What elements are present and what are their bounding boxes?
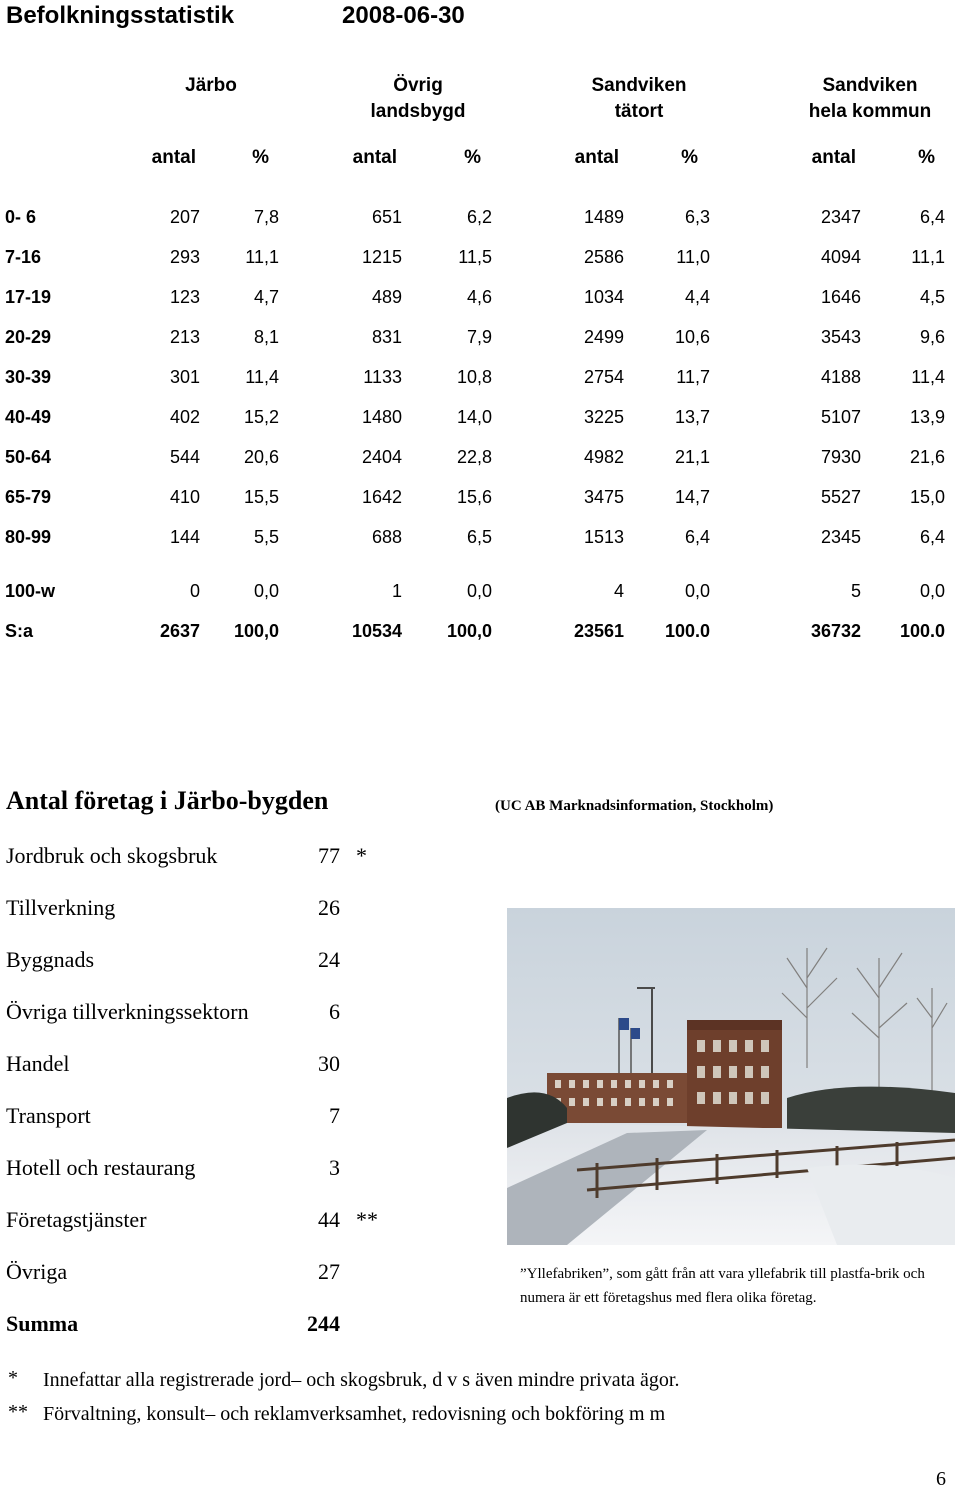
cell-antal: 0 (189, 581, 200, 601)
group-header-line: Sandviken (591, 75, 687, 96)
cell-antal: 3475 (583, 487, 624, 507)
cell-percent: 14,0 (456, 407, 492, 427)
cell-antal: 3225 (583, 407, 624, 427)
factory-photo (507, 908, 955, 1245)
company-count: 6 (329, 999, 340, 1024)
row-label: 0- 6 (5, 207, 37, 227)
table-row (0, 207, 960, 235)
table-row (0, 247, 960, 275)
cell-antal: 4 (613, 581, 624, 601)
cell-percent: 10,6 (674, 327, 710, 347)
cell-antal: 831 (371, 327, 402, 347)
row-label: 30-39 (5, 367, 52, 387)
company-count: 77 (318, 843, 340, 868)
company-category: Byggnads (6, 947, 94, 972)
cell-percent: 11,0 (676, 247, 710, 267)
cell-percent: 100.0 (664, 621, 710, 641)
companies-title: Antal företag i Järbo-bygden (6, 786, 329, 815)
cell-percent: 6,4 (684, 527, 710, 547)
cell-percent: 6,3 (684, 207, 710, 227)
cell-antal: 2499 (583, 327, 624, 347)
group-header-jarbo (161, 73, 261, 99)
group-header-line: tätort (614, 101, 664, 122)
cell-percent: 6,4 (919, 207, 945, 227)
cell-percent: 22,8 (456, 447, 492, 467)
table-row (0, 487, 960, 515)
cell-antal: 2586 (583, 247, 624, 267)
cell-antal: 2754 (583, 367, 624, 387)
cell-antal: 4188 (820, 367, 861, 387)
cell-antal: 1480 (361, 407, 402, 427)
table-row (0, 287, 960, 315)
row-label: 80-99 (5, 527, 52, 547)
cell-antal: 1489 (583, 207, 624, 227)
cell-percent: 15,5 (243, 487, 279, 507)
company-category: Transport (6, 1103, 91, 1128)
cell-percent: 100,0 (233, 621, 279, 641)
cell-antal: 5527 (820, 487, 861, 507)
cell-percent: 11,1 (911, 247, 945, 267)
footnote-marker: * (356, 843, 367, 868)
cell-antal: 1642 (361, 487, 402, 507)
footnote-text: Förvaltning, konsult– och reklamverksamhet, redovisning och bokföring m m (43, 1403, 666, 1425)
subheader-antal: antal (151, 147, 196, 168)
cell-percent: 0,0 (253, 581, 279, 601)
group-header-sandviken-tatort (574, 73, 704, 125)
cell-antal: 4094 (820, 247, 861, 267)
cell-antal: 301 (169, 367, 200, 387)
company-total-label: Summa (6, 1311, 79, 1336)
company-category: Tillverkning (6, 895, 116, 920)
cell-percent: 11,4 (245, 367, 279, 387)
cell-antal: 1133 (363, 367, 402, 387)
subheader-percent: % (681, 147, 698, 168)
cell-antal: 5 (850, 581, 861, 601)
cell-antal: 293 (169, 247, 200, 267)
row-label: 100-w (5, 581, 56, 601)
cell-percent: 6,2 (466, 207, 492, 227)
subheader-antal: antal (352, 147, 397, 168)
footnote-mark: * (8, 1367, 18, 1389)
cell-percent: 13,7 (674, 407, 710, 427)
company-category: Företagstjänster (6, 1207, 147, 1232)
subheader-percent: % (918, 147, 935, 168)
row-label: 50-64 (5, 447, 52, 467)
footnote-text: Innefattar alla registrerade jord– och skogsbruk, d v s även mindre privata ägor. (43, 1369, 680, 1391)
cell-percent: 7,8 (253, 207, 279, 227)
company-category: Övriga (6, 1259, 68, 1284)
cell-percent: 6,4 (919, 527, 945, 547)
page-title: Befolkningsstatistik (6, 2, 235, 29)
row-label: 65-79 (5, 487, 52, 507)
group-header-ovrig-landsbygd (353, 73, 483, 125)
cell-percent: 21,6 (909, 447, 945, 467)
cell-antal: 7930 (820, 447, 861, 467)
cell-percent: 15,2 (243, 407, 279, 427)
cell-percent: 4,7 (253, 287, 279, 307)
subheader-antal: antal (574, 147, 619, 168)
cell-antal: 123 (169, 287, 200, 307)
table-row (0, 367, 960, 395)
cell-percent: 15,0 (909, 487, 945, 507)
cell-antal: 688 (371, 527, 402, 547)
cell-percent: 15,6 (456, 487, 492, 507)
company-category: Jordbruk och skogsbruk (6, 843, 218, 868)
cell-percent: 10,8 (456, 367, 492, 387)
cell-percent: 100.0 (899, 621, 945, 641)
group-header-line: Sandviken (822, 75, 918, 96)
cell-antal: 36732 (810, 621, 861, 641)
cell-percent: 11,5 (458, 247, 492, 267)
company-count: 30 (318, 1051, 340, 1076)
cell-percent: 0,0 (919, 581, 945, 601)
company-category: Övriga tillverkningssektorn (6, 999, 249, 1024)
companies-source: (UC AB Marknadsinformation, Stockholm) (495, 798, 774, 814)
cell-percent: 14,7 (674, 487, 710, 507)
factory-photo-image (507, 908, 955, 1245)
cell-percent: 100,0 (446, 621, 492, 641)
cell-antal: 2404 (361, 447, 402, 467)
company-total-value: 244 (307, 1311, 340, 1336)
cell-antal: 1034 (583, 287, 624, 307)
row-label: S:a (5, 621, 34, 641)
company-count: 3 (329, 1155, 340, 1180)
company-count: 27 (318, 1259, 340, 1284)
group-header-line: hela kommun (808, 101, 932, 122)
group-header-line: Övrig (393, 75, 443, 96)
cell-antal: 402 (169, 407, 200, 427)
footnote-marker: ** (356, 1207, 378, 1232)
cell-percent: 11,1 (245, 247, 279, 267)
row-label: 17-19 (5, 287, 52, 307)
cell-antal: 144 (169, 527, 200, 547)
cell-antal: 207 (169, 207, 200, 227)
cell-antal: 2637 (159, 621, 200, 641)
cell-antal: 1215 (361, 247, 402, 267)
cell-antal: 2347 (820, 207, 861, 227)
cell-percent: 0,0 (466, 581, 492, 601)
cell-antal: 3543 (820, 327, 861, 347)
company-count: 7 (329, 1103, 340, 1128)
table-total-row (0, 621, 960, 649)
cell-antal: 2345 (820, 527, 861, 547)
table-row (0, 527, 960, 555)
cell-antal: 10534 (351, 621, 402, 641)
row-label: 7-16 (5, 247, 42, 267)
cell-percent: 6,5 (466, 527, 492, 547)
footnote-mark: ** (8, 1401, 28, 1423)
cell-percent: 11,7 (676, 367, 710, 387)
cell-percent: 4,6 (466, 287, 492, 307)
cell-antal: 5107 (820, 407, 861, 427)
cell-percent: 13,9 (909, 407, 945, 427)
subheader-antal: antal (811, 147, 856, 168)
company-category: Hotell och restaurang (6, 1155, 196, 1180)
company-count: 24 (318, 947, 340, 972)
cell-antal: 4982 (583, 447, 624, 467)
report-date: 2008-06-30 (342, 2, 465, 29)
cell-antal: 1 (391, 581, 402, 601)
cell-percent: 4,4 (684, 287, 710, 307)
company-count: 26 (318, 895, 340, 920)
group-header-sandviken-hela-kommun (795, 73, 945, 125)
cell-percent: 5,5 (253, 527, 279, 547)
table-row (0, 581, 960, 609)
cell-percent: 9,6 (919, 327, 945, 347)
cell-percent: 0,0 (684, 581, 710, 601)
subheader-percent: % (252, 147, 269, 168)
group-header-line: Järbo (185, 75, 237, 96)
cell-antal: 23561 (573, 621, 624, 641)
photo-caption: ”Yllefabriken”, som gått från att vara yllefabrik till plastfa-brik och numera är ett företagshus med flera olika företag. (520, 1266, 925, 1306)
cell-antal: 213 (169, 327, 200, 347)
cell-antal: 651 (371, 207, 402, 227)
cell-antal: 1646 (820, 287, 861, 307)
group-header-line: landsbygd (370, 101, 466, 122)
table-row (0, 407, 960, 435)
table-row (0, 327, 960, 355)
row-label: 40-49 (5, 407, 52, 427)
cell-percent: 4,5 (919, 287, 945, 307)
cell-antal: 489 (371, 287, 402, 307)
subheader-percent: % (464, 147, 481, 168)
page-number: 6 (936, 1468, 946, 1490)
cell-percent: 21,1 (674, 447, 710, 467)
cell-antal: 544 (169, 447, 200, 467)
company-count: 44 (318, 1207, 340, 1232)
company-category: Handel (6, 1051, 70, 1076)
cell-percent: 11,4 (911, 367, 945, 387)
cell-antal: 410 (169, 487, 200, 507)
table-row (0, 447, 960, 475)
cell-percent: 8,1 (253, 327, 279, 347)
row-label: 20-29 (5, 327, 52, 347)
cell-antal: 1513 (583, 527, 624, 547)
cell-percent: 7,9 (466, 327, 492, 347)
cell-percent: 20,6 (243, 447, 279, 467)
